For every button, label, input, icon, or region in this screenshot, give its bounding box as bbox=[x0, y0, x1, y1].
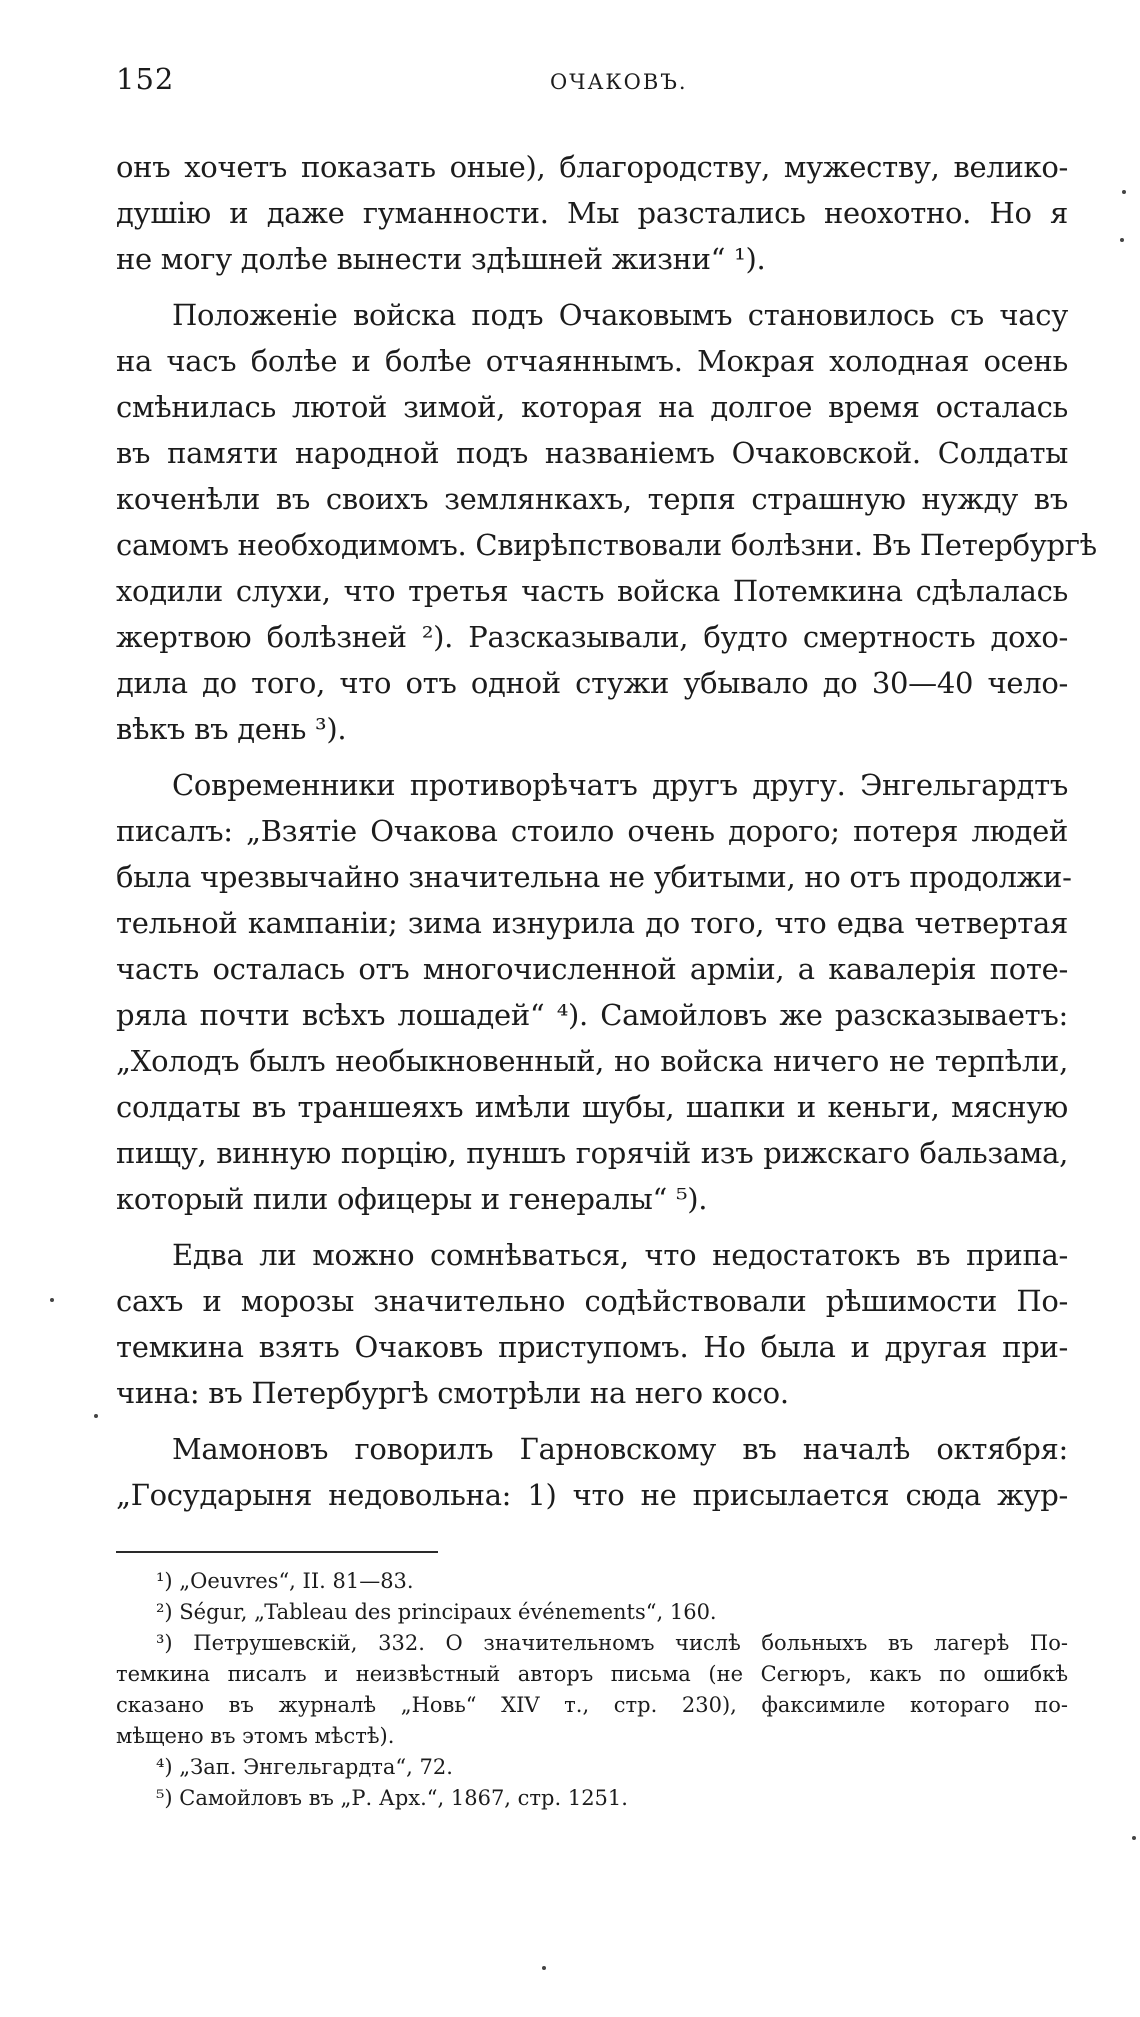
footnote-line: ¹) „Oeuvres“, II. 81—83. bbox=[156, 1569, 414, 1593]
text-line: темкина взять Очаковъ приступомъ. Но была и другая при- bbox=[116, 1330, 1068, 1364]
text-line: пищу, винную порцію, пуншъ горячій изъ рижскаго бальзама, bbox=[116, 1136, 1068, 1170]
running-title: ОЧАКОВЪ. bbox=[550, 70, 688, 94]
body-text bbox=[116, 144, 1097, 1518]
text-line: коченѣли въ своихъ землянкахъ, терпя страшную нужду въ bbox=[116, 482, 1068, 516]
text-line: была чрезвычайно значительна не убитыми, но отъ продолжи- bbox=[116, 860, 1072, 894]
footnote-line: ²) Ségur, „Tableau des principaux événements“, 160. bbox=[156, 1600, 717, 1624]
footnotes bbox=[116, 1566, 1068, 1814]
scan-speck bbox=[1132, 1836, 1136, 1840]
scan-speck bbox=[50, 1298, 54, 1302]
text-line: самомъ необходимомъ. Свирѣпствовали болѣзни. Въ Петербургѣ bbox=[116, 528, 1097, 562]
footnote-line: темкина писалъ и неизвѣстный авторъ письма (не Сегюръ, какъ по ошибкѣ bbox=[116, 1662, 1068, 1686]
page-number: 152 bbox=[116, 62, 175, 96]
text-line: въ памяти народной подъ названіемъ Очаковской. Солдаты bbox=[116, 436, 1068, 470]
scan-speck bbox=[94, 1414, 98, 1418]
footnote-line: ⁵) Самойловъ въ „Р. Арх.“, 1867, стр. 1251. bbox=[156, 1786, 628, 1810]
footnote-line: ⁴) „Зап. Энгельгардта“, 72. bbox=[156, 1755, 453, 1779]
text-line: солдаты въ траншеяхъ имѣли шубы, шапки и кеньги, мясную bbox=[116, 1090, 1068, 1124]
text-line: ходили слухи, что третья часть войска Потемкина сдѣлалась bbox=[116, 574, 1068, 608]
text-line: на часъ болѣе и болѣе отчаяннымъ. Мокрая холодная осень bbox=[116, 344, 1068, 378]
text-line: вѣкъ въ день ³). bbox=[116, 712, 347, 746]
text-line: чина: въ Петербургѣ смотрѣли на него косо. bbox=[116, 1376, 789, 1410]
scan-speck bbox=[1120, 238, 1124, 242]
text-line: не могу долѣе вынести здѣшней жизни“ ¹). bbox=[116, 242, 766, 276]
text-line: сахъ и морозы значительно содѣйствовали рѣшимости По- bbox=[116, 1284, 1068, 1318]
text-line: „Государыня недовольна: 1) что не присылается сюда жур- bbox=[116, 1478, 1068, 1512]
footnote-line: ³) Петрушевскій, 332. О значительномъ числѣ больныхъ въ лагерѣ По- bbox=[156, 1631, 1068, 1655]
text-line: ряла почти всѣхъ лошадей“ ⁴). Самойловъ же разсказываетъ: bbox=[116, 998, 1068, 1032]
text-line: Положеніе войска подъ Очаковымъ становилось съ часу bbox=[172, 298, 1068, 332]
scan-speck bbox=[1122, 190, 1126, 194]
text-line: онъ хочетъ показать оные), благородству, мужеству, велико- bbox=[116, 150, 1068, 184]
footnote-line: сказано въ журналѣ „Новь“ XIV т., стр. 230), факсимиле котораго по- bbox=[116, 1693, 1068, 1717]
text-line: жертвою болѣзней ²). Разсказывали, будто смертность дохо- bbox=[116, 620, 1068, 654]
text-line: Мамоновъ говорилъ Гарновскому въ началѣ октября: bbox=[172, 1432, 1068, 1466]
footnote-divider bbox=[116, 1551, 438, 1553]
scan-speck bbox=[542, 1966, 546, 1970]
text-line: часть осталась отъ многочисленной арміи, а кавалерія поте- bbox=[116, 952, 1068, 986]
page-header bbox=[116, 62, 1016, 112]
text-line: писалъ: „Взятіе Очакова стоило очень дорого; потеря людей bbox=[116, 814, 1068, 848]
text-line: тельной кампаніи; зима изнурила до того, что едва четвертая bbox=[116, 906, 1068, 940]
text-line: дила до того, что отъ одной стужи убывало до 30—40 чело- bbox=[116, 666, 1068, 700]
text-line: который пили офицеры и генералы“ ⁵). bbox=[116, 1182, 708, 1216]
footnote-line: мѣщено въ этомъ мѣстѣ). bbox=[116, 1724, 395, 1748]
text-line: смѣнилась лютой зимой, которая на долгое время осталась bbox=[116, 390, 1068, 424]
text-line: „Холодъ былъ необыкновенный, но войска ничего не терпѣли, bbox=[116, 1044, 1068, 1078]
text-line: Едва ли можно сомнѣваться, что недостатокъ въ припа- bbox=[172, 1238, 1068, 1272]
text-line: Современники противорѣчатъ другъ другу. Энгельгардтъ bbox=[172, 768, 1068, 802]
text-line: душію и даже гуманности. Мы разстались неохотно. Но я bbox=[116, 196, 1068, 230]
